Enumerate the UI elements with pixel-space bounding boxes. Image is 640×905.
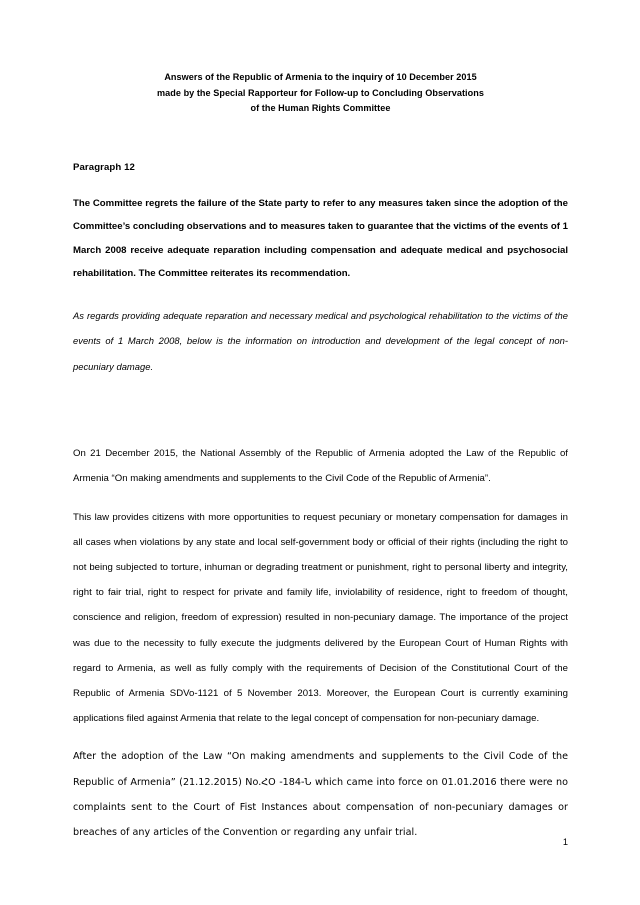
title-line-2: made by the Special Rapporteur for Follow-up to Concluding Observations — [157, 87, 484, 98]
section-heading-paragraph-12: Paragraph 12 — [73, 161, 135, 173]
body-paragraph-1: On 21 December 2015, the National Assembly of the Republic of Armenia adopted the Law of the Republic of Armenia “On making amendments and supplements to the Civil Code of the Republic of Armenia”. — [73, 448, 568, 485]
page-number: 1 — [562, 837, 568, 847]
body-paragraph-2: This law provides citizens with more opportunities to request pecuniary or monetary compensation for damages in all cases when violations by any state and local self-government body or official of their rights (including the right to not being subjected to torture, inhuman or degrading treatment or punishment, right to personal liberty and integrity, right to fair trial, right to respect for private and family life, inviolability of residence, right to freedom of thought, conscience and religion, freedom of expression) resulted in non-pecuniary damage. The importance of the project was due to the necessity to fully execute the judgments delivered by the European Court of Human Rights with regard to Armenia, as well as fully comply with the requirements of Decision of the Constitutional Court of the Republic of Armenia SDVo-1121 of 5 November 2013. Moreover, the European Court is currently examining applications filed against Armenia that relate to the legal concept of compensation for non-pecuniary damage. — [73, 511, 568, 725]
body-paragraph-3: After the adoption of the Law “On making amendments and supplements to the Civil Code of the Republic of Armenia” (21.12.2015) No.ՀՕ -184-Ն which came into force on 01.01.2016 there were no complaints sent to the Court of Fist Instances about compensation of non-pecuniary damages or breaches of any articles of the Convention or regarding any unfair trial. — [73, 751, 568, 838]
title-line-3: of the Human Rights Committee — [250, 103, 391, 113]
page-title — [73, 70, 568, 117]
title-line-1: Answers of the Republic of Armenia to the inquiry of 10 December 2015 — [164, 72, 477, 82]
intro-note-paragraph: As regards providing adequate reparation and necessary medical and psychological rehabilitation to the victims of the events of 1 March 2008, below is the information on introduction and development of the legal concept of non-pecuniary damage. — [73, 309, 568, 372]
committee-recommendation-paragraph: The Committee regrets the failure of the State party to refer to any measures taken since the adoption of the Committee’s concluding observations and to measures taken to guarantee that the victims of the events of 1 March 2008 receive adequate reparation including compensation and adequate medical and psychosocial rehabilitation. The Committee reiterates its recommendation. — [73, 197, 568, 280]
